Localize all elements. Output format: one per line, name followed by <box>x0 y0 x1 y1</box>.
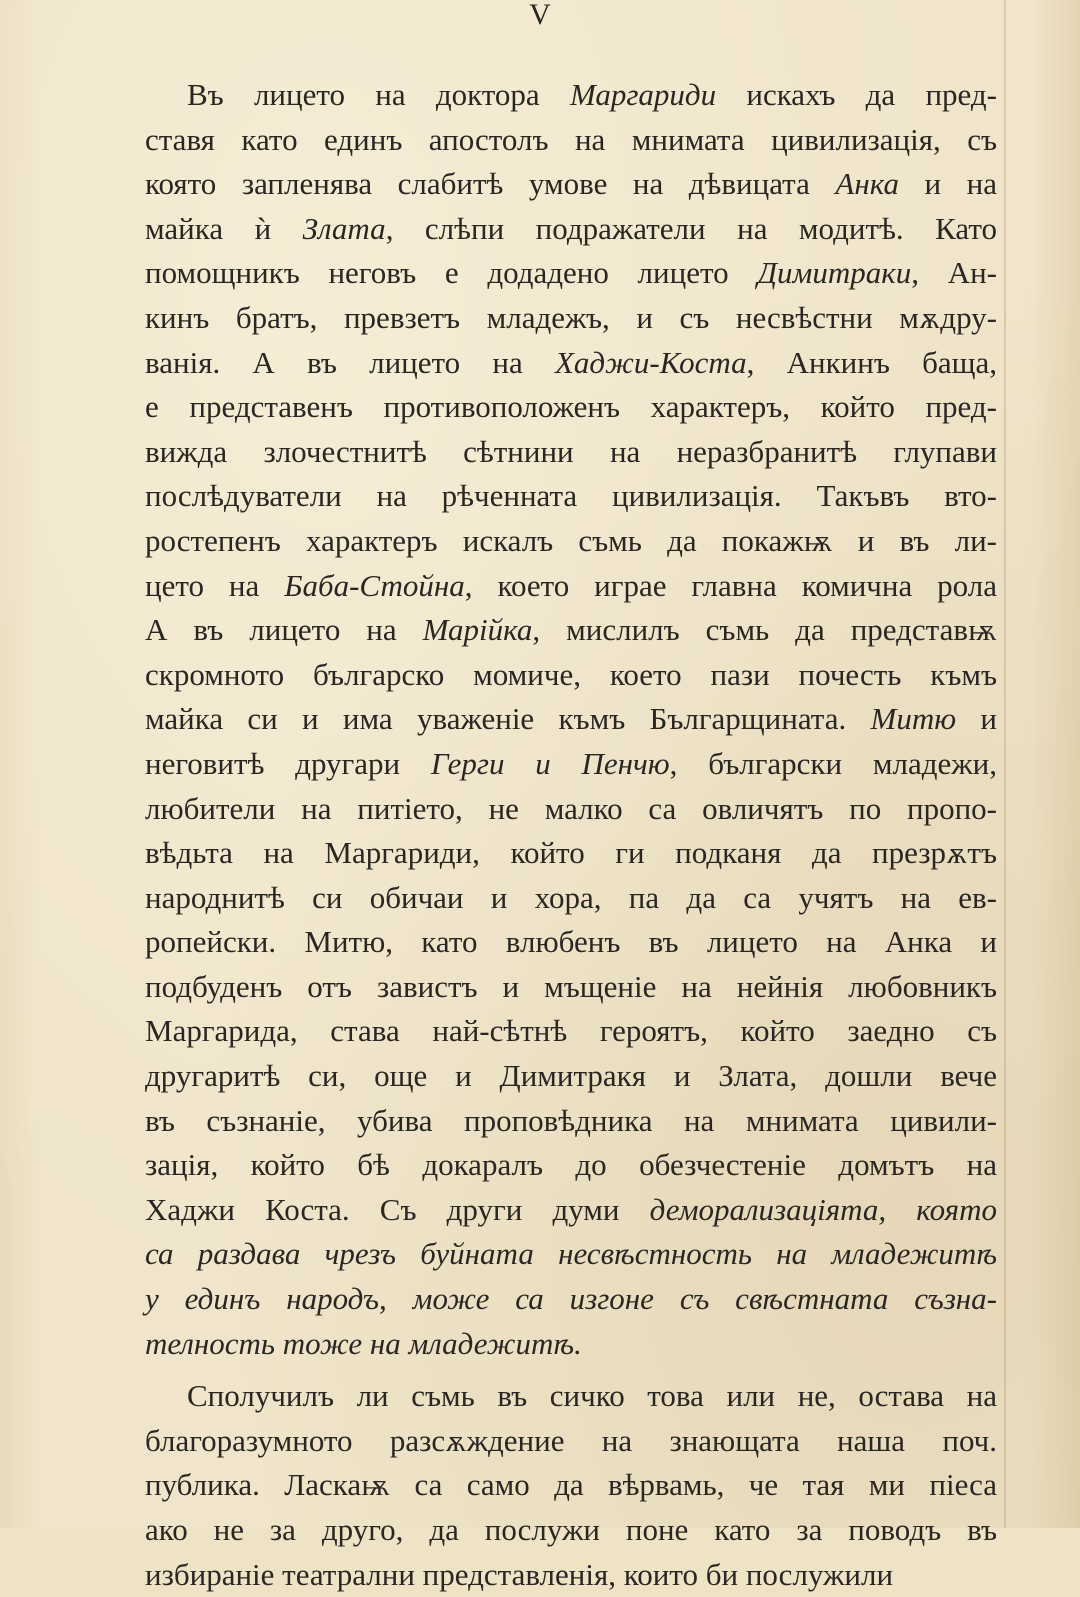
text-segment: Хаджи Коста. Съ други думи <box>145 1191 650 1227</box>
text-line <box>145 1374 997 1419</box>
text-segment: е представенъ противоположенъ характеръ, който пред- <box>145 389 997 425</box>
italic-text: Баба-Стойна <box>284 567 465 603</box>
text-segment: , български младежи, <box>669 745 997 781</box>
text-segment: народнитѣ си обичаи и хора, па да са учятъ на ев- <box>145 879 997 915</box>
italic-text: у единъ народъ, може са изгоне съ свѣстната съзна- <box>145 1281 997 1317</box>
text-segment: скромното българско момиче, което пази почесть къмъ <box>145 656 997 692</box>
text-line <box>145 73 997 118</box>
italic-text: Маргариди <box>569 77 717 112</box>
text-line <box>145 1009 997 1054</box>
text-segment: ставя като единъ апостолъ на мнимата цивилизація, съ <box>145 121 997 157</box>
text-segment: , Анкинъ баща, <box>746 344 997 380</box>
text-segment: неговитѣ другари <box>145 745 431 781</box>
text-line <box>145 430 997 475</box>
text-line <box>145 341 997 386</box>
text-segment: ропейски. Митю, като влюбенъ въ лицето на Анка и <box>145 924 997 960</box>
text-segment: цето на <box>145 567 285 603</box>
text-line <box>145 207 997 252</box>
text-segment: зація, който бѣ докаралъ до обезчестеніе домътъ на <box>145 1147 997 1183</box>
page-number: V <box>529 0 551 31</box>
text-line <box>145 608 997 653</box>
text-segment: вижда злочестнитѣ сѣтнини на неразбранитѣ глупави <box>145 433 997 469</box>
text-line <box>145 162 997 207</box>
text-segment: , мислилъ съмь да представѭ <box>532 612 997 648</box>
text-segment: въ съзнаніе, убива проповѣдника на мнимата цивили- <box>145 1102 997 1138</box>
text-line <box>145 920 997 965</box>
text-line <box>145 385 997 430</box>
text-line <box>145 564 997 609</box>
text-segment: благоразумното разсѫждение на знающата наша поч. <box>145 1422 997 1458</box>
text-segment: искахъ да пред- <box>716 77 997 112</box>
text-line <box>145 1419 997 1464</box>
text-segment: ростепенъ характеръ искалъ съмь да покажѭ и въ ли- <box>145 522 997 558</box>
text-line <box>145 697 997 742</box>
italic-text: Злата <box>302 210 386 246</box>
text-line <box>145 251 997 296</box>
text-line <box>145 474 997 519</box>
body-text <box>145 73 997 1597</box>
text-segment: подбуденъ отъ завистъ и мъщеніе на нейнія любовникъ <box>145 968 997 1004</box>
text-segment: помощникъ неговъ е додадено лицето <box>145 255 758 291</box>
italic-text: Димитраки <box>757 255 912 291</box>
text-line <box>145 1277 997 1322</box>
page-gutter-shadow <box>1004 0 1006 1528</box>
text-segment: вѣдьта на Маргариди, който ги подканя да презрѫтъ <box>145 835 997 871</box>
text-line <box>145 1463 997 1508</box>
italic-text: Марійка <box>422 612 533 648</box>
text-segment: кинъ братъ, превзетъ младежъ, и съ несвѣстни мѫдру- <box>145 299 997 335</box>
text-line <box>145 1188 997 1233</box>
text-line <box>145 831 997 876</box>
text-segment: майка ѝ <box>145 210 303 246</box>
text-segment: любители на питіето, не малко са овличятъ по пропо- <box>145 790 997 826</box>
text-segment: , Ан- <box>911 255 997 291</box>
text-segment: Въ лицето на доктора <box>187 77 570 112</box>
italic-text: Анка <box>835 166 899 202</box>
text-line <box>145 1143 997 1188</box>
text-segment: майка си и има уваженіе къмъ Българщината. <box>145 701 871 737</box>
text-segment: , което играе главна комична рола <box>464 567 997 603</box>
text-line <box>145 1099 997 1144</box>
text-segment: Маргарида, става най-сѣтнѣ героятъ, който заедно съ <box>145 1013 997 1049</box>
text-segment: която запленява слабитѣ умове на дѣвицата <box>145 166 836 202</box>
italic-text: са раздава чрезъ буйната несвѣстность на младежитѣ <box>145 1236 997 1272</box>
text-segment: ако не за друго, да послужи поне като за поводъ въ <box>145 1512 997 1547</box>
text-line <box>145 876 997 921</box>
text-line <box>145 118 997 163</box>
text-line <box>145 1054 997 1099</box>
text-segment: ванія. А въ лицето на <box>145 344 555 380</box>
text-line <box>145 1553 997 1597</box>
paragraph <box>145 1374 997 1597</box>
text-segment: и на <box>898 166 997 202</box>
text-line <box>145 787 997 832</box>
text-line <box>145 653 997 698</box>
text-segment: , слѣпи подражатели на модитѣ. Като <box>385 210 997 246</box>
italic-text: Хаджи-Коста <box>554 344 747 380</box>
italic-text: Герги и Пенчю <box>430 745 670 781</box>
text-line <box>145 742 997 787</box>
text-segment: послѣдуватели на рѣченната цивилизація. Такъвъ вто- <box>145 478 997 514</box>
text-line <box>145 519 997 564</box>
text-segment: и <box>956 701 997 737</box>
text-line <box>145 1322 997 1367</box>
text-segment: публика. Ласкаѭ са само да вѣрвамь, че тая ми піеса <box>145 1467 997 1503</box>
text-segment: избираніе театрални представленія, които би послужили <box>145 1556 894 1592</box>
text-line <box>145 965 997 1010</box>
italic-text: телность тоже на младежитѣ. <box>145 1325 582 1361</box>
text-segment: другаритѣ си, още и Димитракя и Злата, дошли вече <box>145 1058 997 1094</box>
text-line <box>145 1232 997 1277</box>
text-line <box>145 1508 997 1553</box>
italic-text: Митю <box>870 701 957 737</box>
text-segment: А въ лицето на <box>145 612 423 648</box>
text-segment: Сполучилъ ли съмь въ сичко това или не, остава на <box>187 1378 997 1414</box>
italic-text: деморализаціята, която <box>649 1191 997 1227</box>
text-line <box>145 296 997 341</box>
paragraph <box>145 73 997 1366</box>
